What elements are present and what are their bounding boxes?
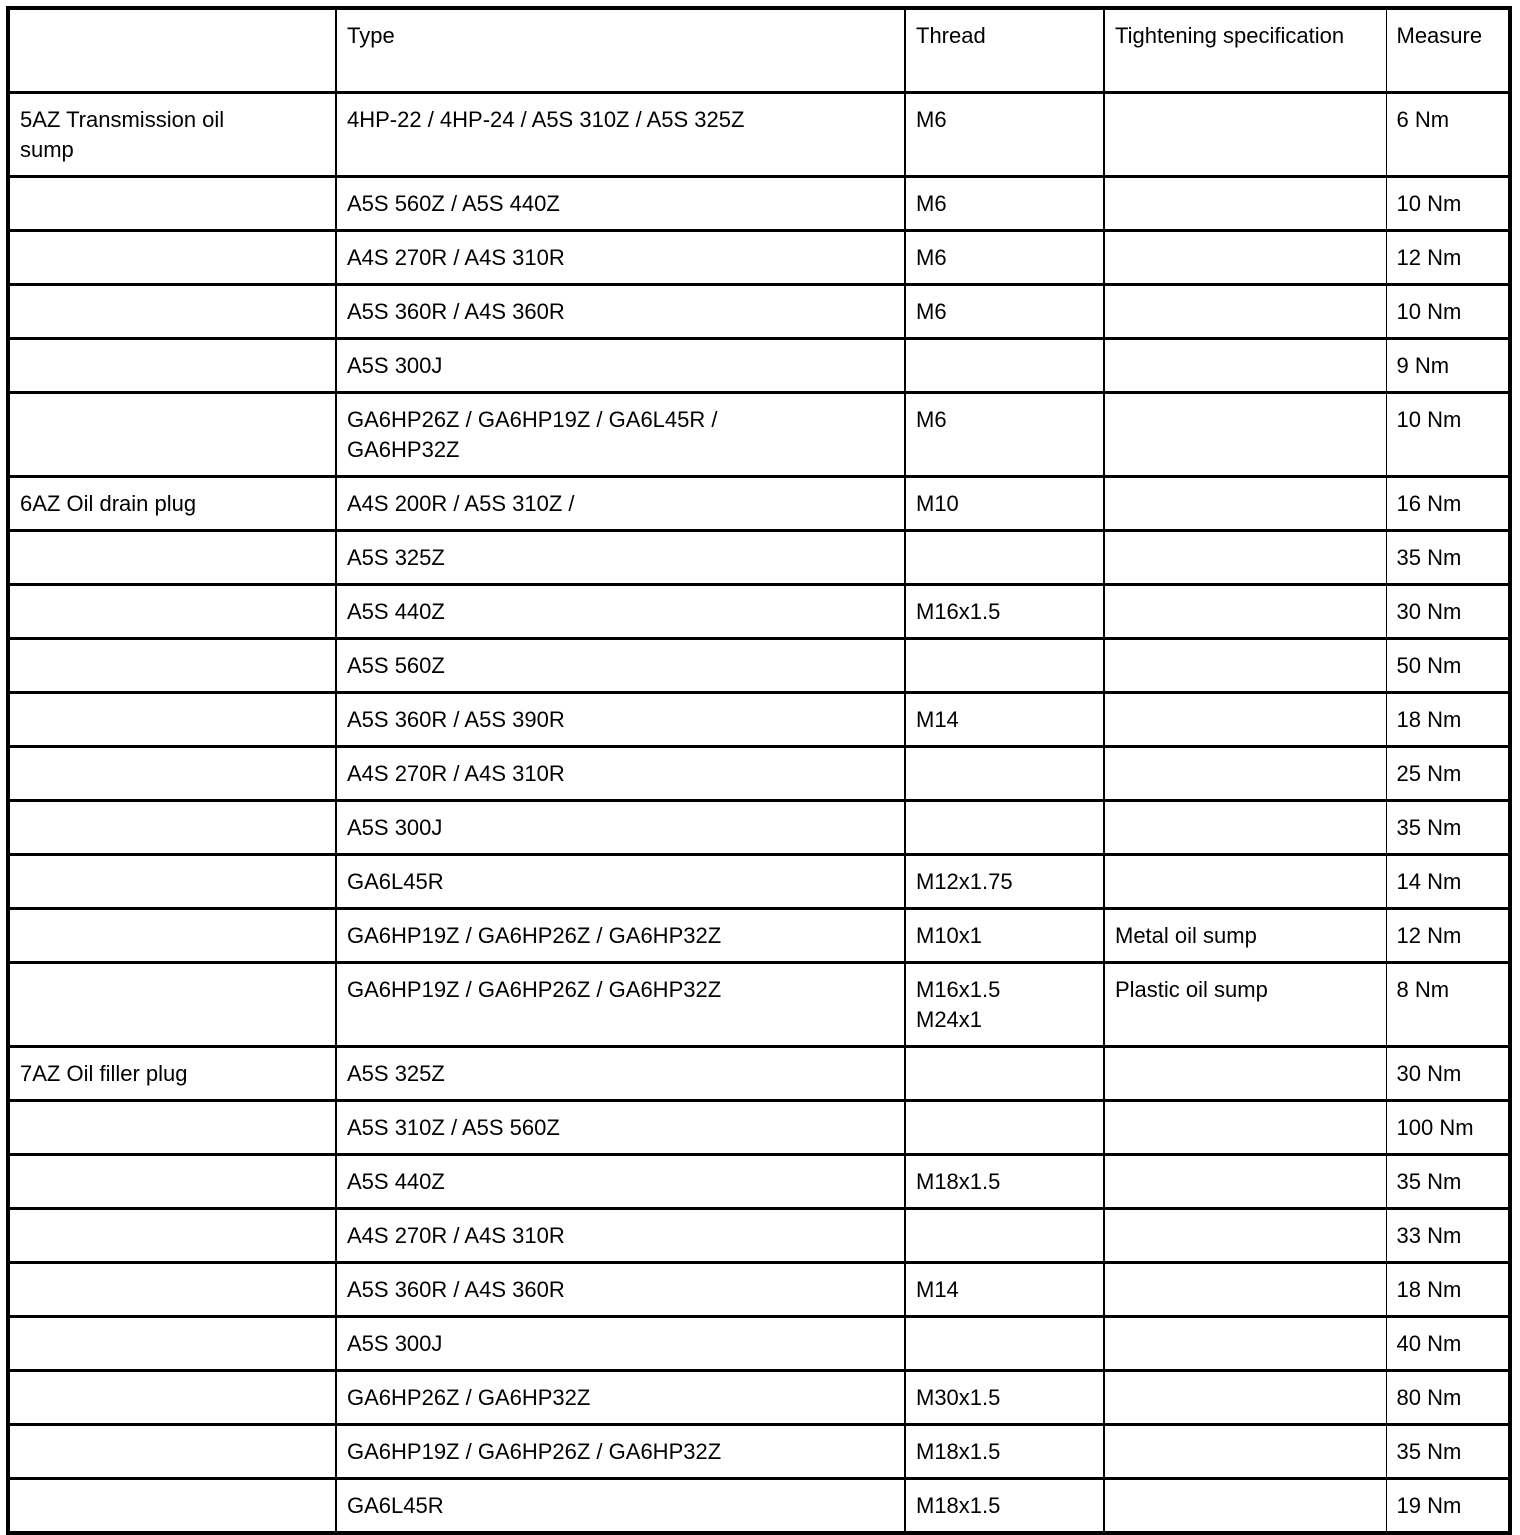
table-row: [8, 93, 1510, 177]
tightening-spec-text: Plastic oil sump: [1115, 977, 1268, 1002]
thread-cell: [905, 747, 1104, 801]
measure-text: 10 Nm: [1396, 407, 1462, 432]
measure-cell: [1386, 1155, 1510, 1209]
type-text: GA6L45R: [347, 1493, 444, 1518]
thread-cell: [905, 1155, 1104, 1209]
type-text: GA6HP19Z / GA6HP26Z / GA6HP32Z: [347, 923, 722, 948]
tightening-spec-cell: [1104, 93, 1386, 177]
type-text: A5S 360R / A5S 390R: [347, 707, 565, 732]
thread-cell: [905, 1047, 1104, 1101]
type-text: 4HP-22 / 4HP-24 / A5S 310Z / A5S 325Z: [347, 107, 745, 132]
type-text: A5S 360R / A4S 360R: [347, 299, 565, 324]
type-cell: [336, 339, 905, 393]
type-text: A4S 270R / A4S 310R: [347, 761, 565, 786]
type-cell: [336, 177, 905, 231]
tightening-spec-cell: [1104, 585, 1386, 639]
type-cell: [336, 1101, 905, 1155]
component-cell: [8, 1263, 336, 1317]
thread-text: M10: [916, 491, 959, 516]
tightening-spec-cell: [1104, 747, 1386, 801]
component-text: sump: [20, 137, 74, 162]
thread-cell: [905, 531, 1104, 585]
measure-text: 14 Nm: [1396, 869, 1462, 894]
thread-cell: [905, 855, 1104, 909]
type-cell: [336, 285, 905, 339]
table-row: [8, 231, 1510, 285]
measure-cell: [1386, 1371, 1510, 1425]
thread-cell: [905, 1425, 1104, 1479]
thread-cell: [905, 177, 1104, 231]
type-cell: [336, 1317, 905, 1371]
header-line: specification: [1223, 23, 1345, 48]
type-text: A5S 360R / A4S 360R: [347, 1277, 565, 1302]
thread-text: M6: [916, 299, 947, 324]
type-text: GA6HP26Z / GA6HP19Z / GA6L45R /: [347, 407, 718, 432]
header-line: Tightening: [1115, 23, 1217, 48]
measure-text: 25 Nm: [1396, 761, 1462, 786]
thread-cell: [905, 477, 1104, 531]
measure-text: 10 Nm: [1396, 191, 1462, 216]
thread-text: M16x1.5: [916, 977, 1001, 1002]
thread-cell: [905, 963, 1104, 1047]
thread-text: M18x1.5: [916, 1169, 1001, 1194]
component-cell: [8, 177, 336, 231]
header-measure: Measure: [1386, 8, 1510, 93]
measure-cell: [1386, 639, 1510, 693]
table-row: [8, 1047, 1510, 1101]
component-cell: [8, 477, 336, 531]
tightening-spec-text: Metal oil sump: [1115, 923, 1257, 948]
tightening-spec-cell: [1104, 855, 1386, 909]
measure-cell: [1386, 1101, 1510, 1155]
component-text: 5AZ Transmission oil: [20, 107, 225, 132]
header-thread: Thread: [905, 8, 1104, 93]
component-cell: [8, 285, 336, 339]
component-cell: [8, 1155, 336, 1209]
tightening-spec-cell: [1104, 1425, 1386, 1479]
type-cell: [336, 1047, 905, 1101]
table-row: [8, 477, 1510, 531]
measure-text: 35 Nm: [1396, 1169, 1462, 1194]
type-cell: [336, 1263, 905, 1317]
measure-text: 6 Nm: [1396, 107, 1450, 132]
type-text: A4S 270R / A4S 310R: [347, 245, 565, 270]
component-text: 6AZ Oil drain plug: [20, 491, 197, 516]
measure-text: 12 Nm: [1396, 923, 1462, 948]
tightening-spec-cell: [1104, 1479, 1386, 1534]
thread-cell: [905, 231, 1104, 285]
tightening-spec-cell: [1104, 177, 1386, 231]
type-text: A5S 560Z / A5S 440Z: [347, 191, 560, 216]
thread-cell: [905, 93, 1104, 177]
type-cell: [336, 585, 905, 639]
component-cell: [8, 1047, 336, 1101]
measure-text: 40 Nm: [1396, 1331, 1462, 1356]
tightening-spec-cell: [1104, 1263, 1386, 1317]
table-row: [8, 177, 1510, 231]
type-cell: [336, 393, 905, 477]
type-cell: [336, 909, 905, 963]
table-body: [8, 93, 1510, 1534]
type-cell: [336, 1371, 905, 1425]
component-cell: [8, 585, 336, 639]
type-text: A5S 310Z / A5S 560Z: [347, 1115, 560, 1140]
tightening-spec-cell: [1104, 693, 1386, 747]
tightening-spec-cell: [1104, 1371, 1386, 1425]
type-cell: [336, 1155, 905, 1209]
measure-cell: [1386, 531, 1510, 585]
measure-text: 9 Nm: [1396, 353, 1450, 378]
type-text: A5S 300J: [347, 1331, 443, 1356]
table-row: [8, 1101, 1510, 1155]
measure-text: 30 Nm: [1396, 599, 1462, 624]
tightening-spec-cell: [1104, 1209, 1386, 1263]
thread-cell: [905, 285, 1104, 339]
measure-text: 18 Nm: [1396, 1277, 1462, 1302]
type-text: A5S 325Z: [347, 545, 445, 570]
measure-text: 10 Nm: [1396, 299, 1462, 324]
measure-text: 35 Nm: [1396, 545, 1462, 570]
thread-cell: [905, 1101, 1104, 1155]
measure-text: 80 Nm: [1396, 1385, 1462, 1410]
measure-text: 12 Nm: [1396, 245, 1462, 270]
measure-cell: [1386, 285, 1510, 339]
thread-cell: [905, 1263, 1104, 1317]
type-text: GA6L45R: [347, 869, 444, 894]
thread-cell: [905, 393, 1104, 477]
thread-text: M14: [916, 1277, 959, 1302]
type-cell: [336, 231, 905, 285]
measure-cell: [1386, 909, 1510, 963]
tightening-spec-cell: [1104, 639, 1386, 693]
thread-cell: [905, 639, 1104, 693]
type-cell: [336, 639, 905, 693]
component-text: 7AZ Oil filler plug: [20, 1061, 188, 1086]
tightening-spec-cell: [1104, 231, 1386, 285]
thread-text: M18x1.5: [916, 1493, 1001, 1518]
component-cell: [8, 339, 336, 393]
type-text: A4S 270R / A4S 310R: [347, 1223, 565, 1248]
measure-text: 100 Nm: [1396, 1115, 1474, 1140]
thread-text: M30x1.5: [916, 1385, 1001, 1410]
table-row: [8, 1425, 1510, 1479]
thread-text: M6: [916, 407, 947, 432]
measure-text: 33 Nm: [1396, 1223, 1462, 1248]
type-cell: [336, 693, 905, 747]
type-text: A5S 440Z: [347, 599, 445, 624]
tightening-spec-cell: [1104, 477, 1386, 531]
type-cell: [336, 963, 905, 1047]
table-row: [8, 1155, 1510, 1209]
table-row: [8, 531, 1510, 585]
type-cell: [336, 855, 905, 909]
component-cell: [8, 747, 336, 801]
measure-cell: [1386, 1209, 1510, 1263]
type-cell: [336, 1209, 905, 1263]
measure-cell: [1386, 747, 1510, 801]
thread-cell: [905, 1317, 1104, 1371]
type-cell: [336, 747, 905, 801]
component-cell: [8, 1101, 336, 1155]
type-cell: [336, 93, 905, 177]
type-text: GA6HP19Z / GA6HP26Z / GA6HP32Z: [347, 1439, 722, 1464]
tightening-spec-cell: [1104, 909, 1386, 963]
table-row: [8, 801, 1510, 855]
component-cell: [8, 93, 336, 177]
component-cell: [8, 1479, 336, 1534]
type-text: A5S 560Z: [347, 653, 445, 678]
component-cell: [8, 909, 336, 963]
table-row: [8, 585, 1510, 639]
component-cell: [8, 231, 336, 285]
measure-cell: [1386, 393, 1510, 477]
measure-cell: [1386, 1479, 1510, 1534]
header-tightening-specification: [1104, 8, 1386, 93]
table-row: [8, 1209, 1510, 1263]
component-cell: [8, 531, 336, 585]
header-row: [8, 8, 1510, 93]
header-type: Type: [336, 8, 905, 93]
tightening-spec-cell: [1104, 1317, 1386, 1371]
thread-text: M6: [916, 107, 947, 132]
table-row: [8, 693, 1510, 747]
measure-text: 30 Nm: [1396, 1061, 1462, 1086]
table-row: [8, 1317, 1510, 1371]
type-text: A5S 325Z: [347, 1061, 445, 1086]
tightening-spec-cell: [1104, 1047, 1386, 1101]
component-cell: [8, 1371, 336, 1425]
type-cell: [336, 801, 905, 855]
measure-cell: [1386, 1263, 1510, 1317]
thread-text: M18x1.5: [916, 1439, 1001, 1464]
thread-cell: [905, 909, 1104, 963]
table-row: [8, 339, 1510, 393]
tightening-spec-cell: [1104, 285, 1386, 339]
measure-cell: [1386, 231, 1510, 285]
header-component: [8, 8, 336, 93]
component-cell: [8, 393, 336, 477]
table-row: [8, 909, 1510, 963]
measure-cell: [1386, 585, 1510, 639]
thread-text: M14: [916, 707, 959, 732]
measure-text: 35 Nm: [1396, 815, 1462, 840]
tightening-spec-cell: [1104, 393, 1386, 477]
type-text: GA6HP26Z / GA6HP32Z: [347, 1385, 591, 1410]
measure-cell: [1386, 801, 1510, 855]
thread-cell: [905, 585, 1104, 639]
thread-text: M16x1.5: [916, 599, 1001, 624]
type-text: A5S 300J: [347, 815, 443, 840]
component-cell: [8, 693, 336, 747]
thread-text: M24x1: [916, 1007, 983, 1032]
tightening-spec-cell: [1104, 531, 1386, 585]
component-cell: [8, 639, 336, 693]
table-row: [8, 855, 1510, 909]
table-row: [8, 1371, 1510, 1425]
type-text: GA6HP19Z / GA6HP26Z / GA6HP32Z: [347, 977, 722, 1002]
thread-text: M12x1.75: [916, 869, 1013, 894]
component-cell: [8, 1209, 336, 1263]
thread-cell: [905, 339, 1104, 393]
type-text: GA6HP32Z: [347, 437, 460, 462]
measure-cell: [1386, 1425, 1510, 1479]
tightening-spec-cell: [1104, 963, 1386, 1047]
type-text: A5S 440Z: [347, 1169, 445, 1194]
measure-text: 19 Nm: [1396, 1493, 1462, 1518]
tightening-spec-cell: [1104, 1155, 1386, 1209]
component-cell: [8, 801, 336, 855]
tightening-spec-cell: [1104, 339, 1386, 393]
measure-cell: [1386, 1317, 1510, 1371]
measure-cell: [1386, 855, 1510, 909]
type-cell: [336, 1425, 905, 1479]
measure-text: 16 Nm: [1396, 491, 1462, 516]
measure-cell: [1386, 339, 1510, 393]
measure-cell: [1386, 93, 1510, 177]
measure-text: 35 Nm: [1396, 1439, 1462, 1464]
type-cell: [336, 531, 905, 585]
component-cell: [8, 963, 336, 1047]
measure-text: 18 Nm: [1396, 707, 1462, 732]
type-cell: [336, 477, 905, 531]
thread-text: M6: [916, 245, 947, 270]
table-row: [8, 963, 1510, 1047]
component-cell: [8, 1317, 336, 1371]
type-text: A4S 200R / A5S 310Z /: [347, 491, 575, 516]
measure-cell: [1386, 693, 1510, 747]
table-row: [8, 285, 1510, 339]
measure-cell: [1386, 177, 1510, 231]
torque-spec-table: [6, 6, 1512, 1535]
table-row: [8, 747, 1510, 801]
measure-text: 50 Nm: [1396, 653, 1462, 678]
table-row: [8, 1263, 1510, 1317]
thread-cell: [905, 693, 1104, 747]
table-row: [8, 1479, 1510, 1534]
table-row: [8, 393, 1510, 477]
measure-cell: [1386, 477, 1510, 531]
measure-text: 8 Nm: [1396, 977, 1450, 1002]
tightening-spec-cell: [1104, 801, 1386, 855]
thread-text: M10x1: [916, 923, 983, 948]
type-text: A5S 300J: [347, 353, 443, 378]
thread-text: M6: [916, 191, 947, 216]
tightening-spec-cell: [1104, 1101, 1386, 1155]
thread-cell: [905, 1479, 1104, 1534]
component-cell: [8, 855, 336, 909]
thread-cell: [905, 1371, 1104, 1425]
type-cell: [336, 1479, 905, 1534]
measure-cell: [1386, 963, 1510, 1047]
thread-cell: [905, 1209, 1104, 1263]
measure-cell: [1386, 1047, 1510, 1101]
table-row: [8, 639, 1510, 693]
component-cell: [8, 1425, 336, 1479]
thread-cell: [905, 801, 1104, 855]
